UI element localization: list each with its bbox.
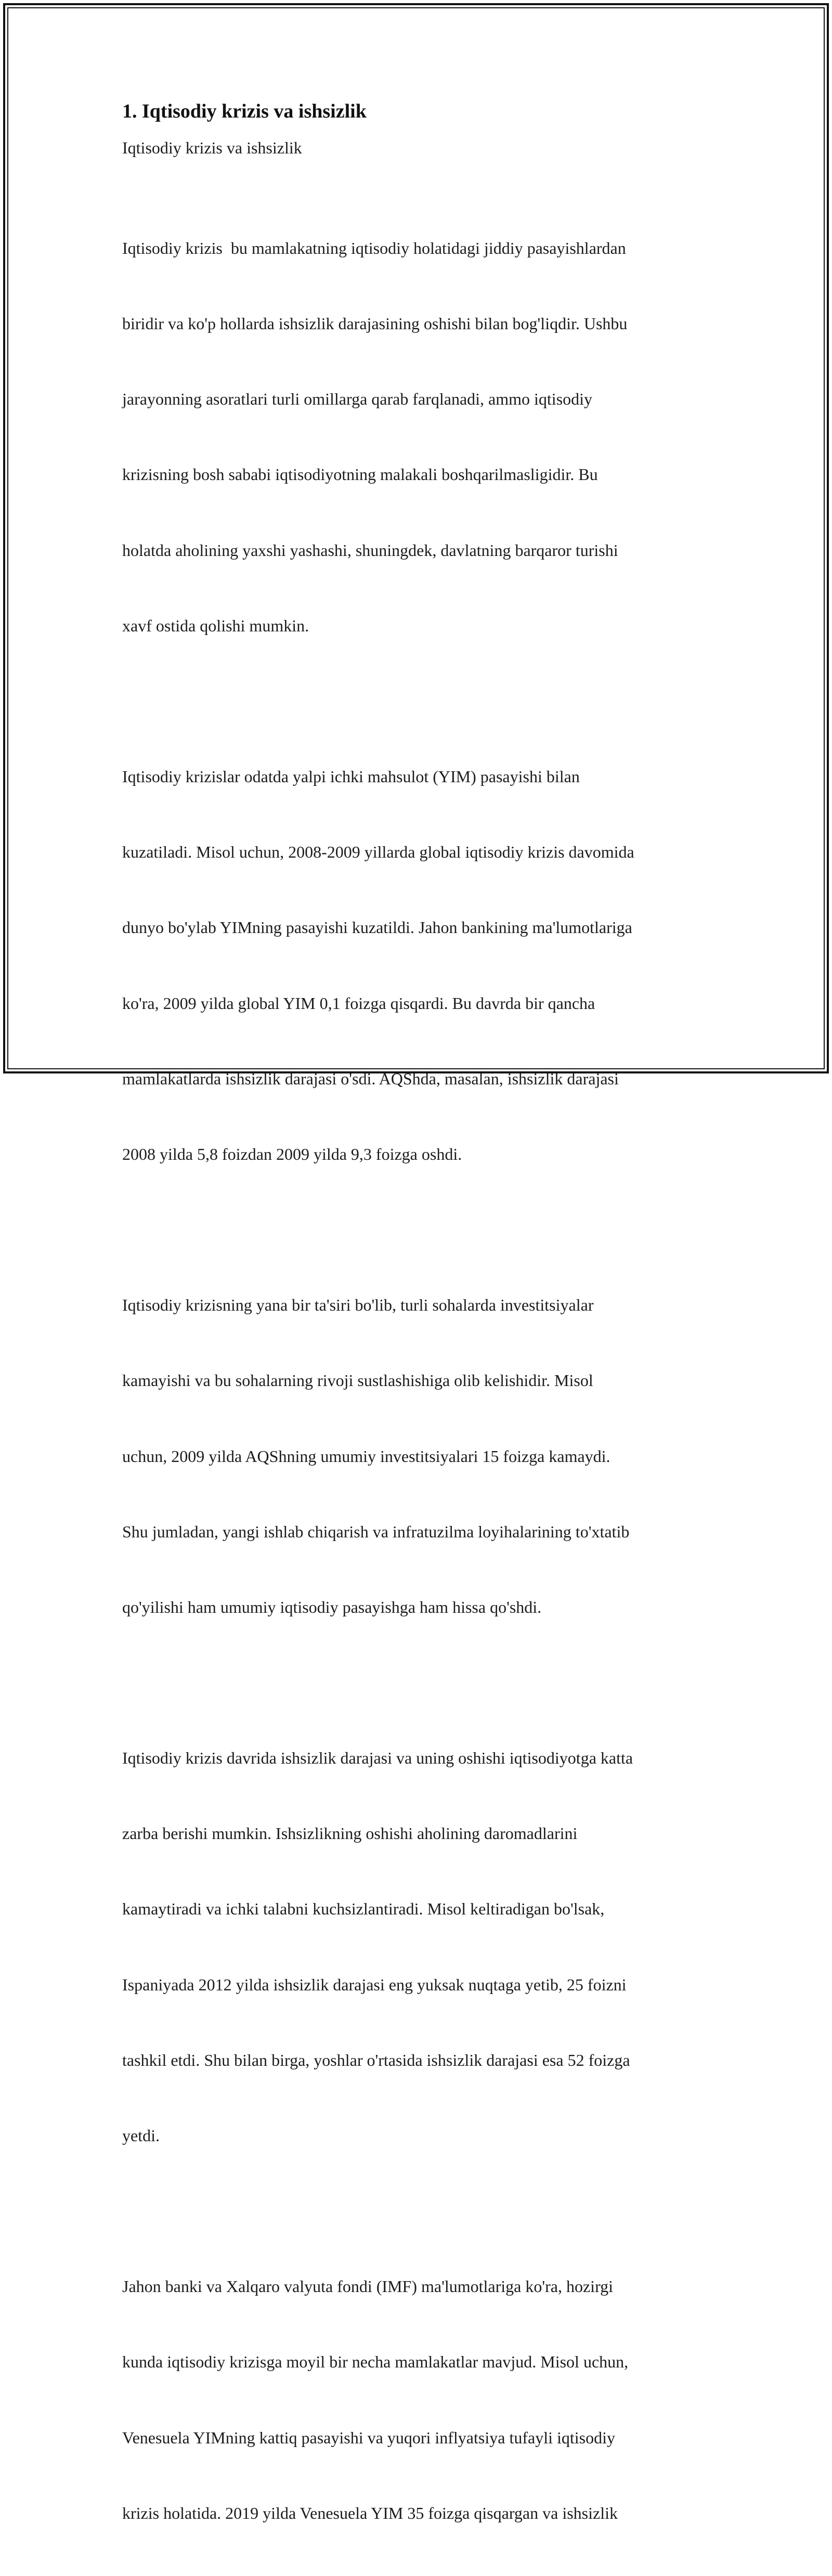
paragraph-line: Ispaniyada 2012 yilda ishsizlik darajasi eng yuksak nuqtaga yetib, 25 foizni <box>122 1975 627 1994</box>
paragraph-line: 2008 yilda 5,8 foizdan 2009 yilda 9,3 foizga oshdi. <box>122 1145 462 1164</box>
paragraph-line: Venesuela YIMning kattiq pasayishi va yuqori inflyatsiya tufayli iqtisodiy <box>122 2428 615 2447</box>
paragraph-line: yetdi. <box>122 2126 160 2145</box>
document-body <box>122 99 712 2576</box>
paragraph-line: Jahon banki va Xalqaro valyuta fondi (IMF) ma'lumotlariga ko'ra, hozirgi <box>122 2277 614 2296</box>
paragraph-line: qo'yilishi ham umumiy iqtisodiy pasayishga ham hissa qo'shdi. <box>122 1597 542 1616</box>
paragraph-line: krizisning bosh sababi iqtisodiyotning malakali boshqarilmasligidir. Bu <box>122 465 598 484</box>
paragraph-line: tashkil etdi. Shu bilan birga, yoshlar o'rtasida ishsizlik darajasi esa 52 foizga <box>122 2050 630 2069</box>
paragraph-4 <box>122 1695 712 2198</box>
paragraph-line: Shu jumladan, yangi ishlab chiqarish va infratuzilma loyihalarining to'xtatib <box>122 1522 630 1541</box>
paragraph-2 <box>122 714 712 1217</box>
paragraph-line: holatda aholining yaxshi yashashi, shuningdek, davlatning barqaror turishi <box>122 540 618 560</box>
paragraph-line: Iqtisodiy krizislar odatda yalpi ichki mahsulot (YIM) pasayishi bilan <box>122 767 580 786</box>
paragraph-line: zarba berishi mumkin. Ishsizlikning oshishi aholining daromadlarini <box>122 1824 578 1843</box>
paragraph-line: krizis holatida. 2019 yilda Venesuela YIM 35 foizga qisqargan va ishsizlik <box>122 2503 618 2522</box>
paragraph-line: Iqtisodiy krizis bu mamlakatning iqtisodiy holatidagi jiddiy pasayishlardan <box>122 238 626 257</box>
section-subtitle: Iqtisodiy krizis va ishsizlik <box>122 138 302 157</box>
paragraph-line: kamayishi va bu sohalarning rivoji sustlashishiga olib kelishidir. Misol <box>122 1371 593 1390</box>
paragraph-line: jarayonning asoratlari turli omillarga qarab farqlanadi, ammo iqtisodiy <box>122 390 593 409</box>
paragraph-line: kamaytiradi va ichki talabni kuchsizlantiradi. Misol keltiradigan bo'lsak, <box>122 1899 605 1919</box>
paragraph-line: ko'ra, 2009 yilda global YIM 0,1 foizga qisqardi. Bu davrda bir qancha <box>122 993 595 1013</box>
paragraph-line: Iqtisodiy krizisning yana bir ta'siri bo'lib, turli sohalarda investitsiyalar <box>122 1296 594 1315</box>
paragraph-line: uchun, 2009 yilda AQShning umumiy investitsiyalari 15 foizga kamaydi. <box>122 1446 610 1466</box>
paragraph-line: mamlakatlarda ishsizlik darajasi o'sdi. AQShda, masalan, ishsizlik darajasi <box>122 1069 619 1088</box>
paragraph-line: dunyo bo'ylab YIMning pasayishi kuzatildi. Jahon bankining ma'lumotlariga <box>122 918 632 937</box>
paragraph-5 <box>122 2223 712 2576</box>
paragraph-3 <box>122 1242 712 1670</box>
paragraph-line: kuzatiladi. Misol uchun, 2008-2009 yillarda global iqtisodiy krizis davomida <box>122 843 634 862</box>
paragraph-line: Iqtisodiy krizis davrida ishsizlik darajasi va uning oshishi iqtisodiyotga katta <box>122 1748 633 1767</box>
paragraph-1 <box>122 185 712 689</box>
section-heading: 1. Iqtisodiy krizis va ishsizlik <box>122 100 367 122</box>
paragraph-line: biridir va ko'p hollarda ishsizlik darajasining oshishi bilan bog'liqdir. Ushbu <box>122 314 628 333</box>
paragraph-line: kunda iqtisodiy krizisga moyil bir necha mamlakatlar mavjud. Misol uchun, <box>122 2352 629 2372</box>
paragraph-line: xavf ostida qolishi mumkin. <box>122 616 309 635</box>
